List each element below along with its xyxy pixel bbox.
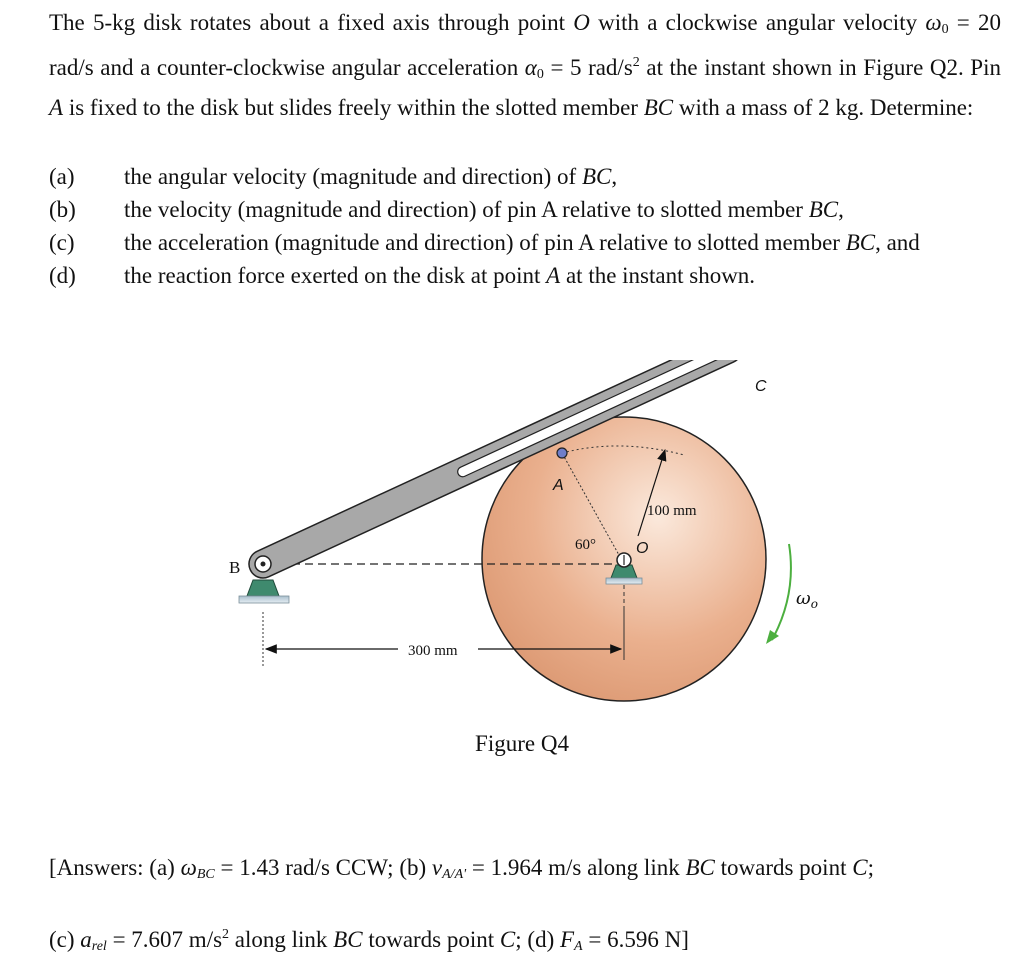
distance-label: 300 mm — [408, 643, 458, 659]
part-d: (d) the reaction force exerted on the disk at point A at the instant shown. — [49, 263, 756, 288]
pin-a — [557, 448, 567, 458]
part-a: (a) the angular velocity (magnitude and direction) of BC, — [49, 164, 618, 189]
question-parts — [49, 160, 1009, 292]
problem-statement: The 5-kg disk rotates about a fixed axis through point O with a clockwise angular velocity $\omega_0 = 20$ rad/s and a counter-clockwise angular acceleration $\alpha_0 = 5$ rad/$s^2$ at the instant shown in Figure Q2. Pin A is fixed to the disk but slides freely within the slotted member BC with a mass of 2 kg. Determine: — [49, 10, 1001, 120]
label-o: O — [636, 540, 649, 557]
label-b: B — [229, 558, 241, 577]
part-b: (b) the velocity (magnitude and direction) of pin A relative to slotted member BC, — [49, 197, 844, 222]
label-c: C — [755, 378, 767, 395]
part-c: (c) the acceleration (magnitude and direction) of pin A relative to slotted member BC, and — [49, 230, 920, 255]
label-a: A — [553, 477, 564, 494]
omega-label: $\omega_o$ — [796, 588, 818, 611]
angle-label: 60° — [575, 537, 596, 553]
answers: [Answers: (a) $\omega_{BC} = 1.43$ rad/s CCW; (b) $v_{A/A'} = 1.964$ m/s along link BC towards point C; (c) $a_{rel} = 7.607$ $m/s^2$ along link BC towards point C; (d) $F_A = 6.596$ N] — [49, 855, 874, 954]
mechanism-figure — [0, 360, 1024, 720]
figure-caption: Figure Q4 — [475, 731, 569, 756]
omega-arrow — [772, 544, 791, 640]
radius-label: 100 mm — [647, 503, 697, 519]
